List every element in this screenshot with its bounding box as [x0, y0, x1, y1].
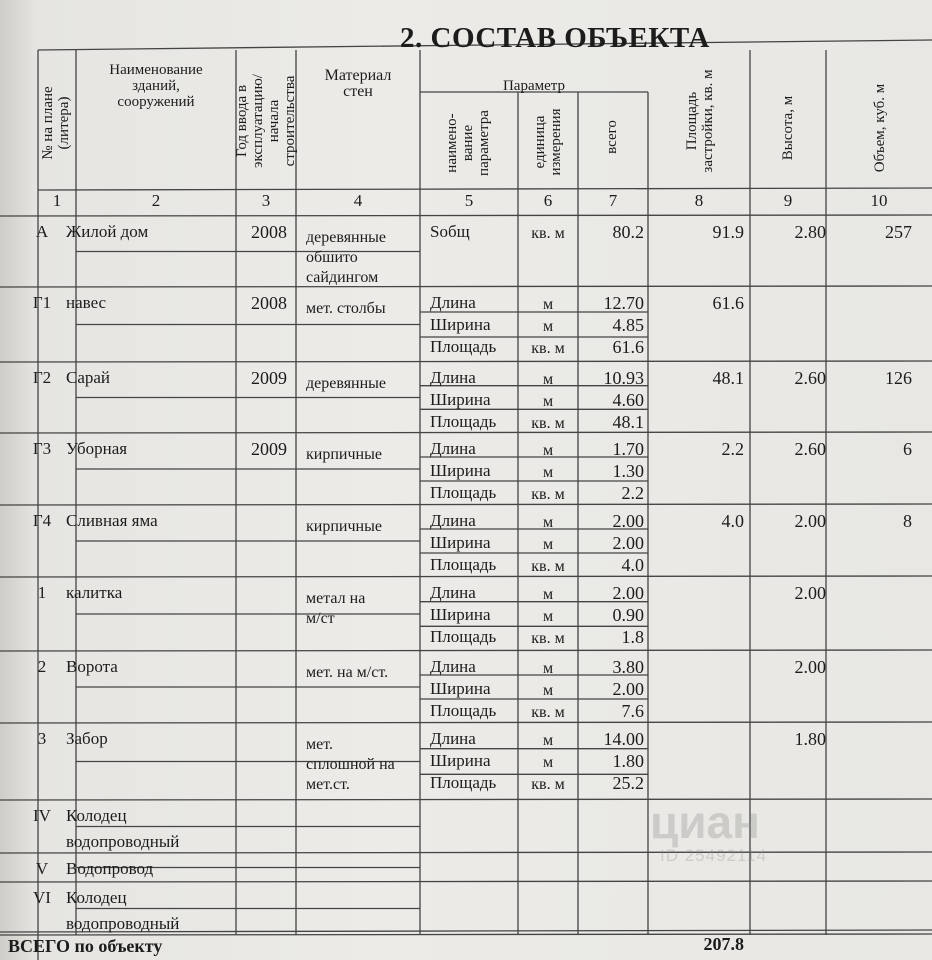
param-unit: кв. м	[531, 486, 565, 503]
param-value: 14.00	[603, 729, 644, 749]
param-unit: м	[542, 586, 554, 603]
param-name: Длина	[430, 293, 476, 312]
param-name: Sобщ	[430, 222, 470, 241]
param-name: Ширина	[430, 751, 491, 770]
plan-letter: VI	[33, 888, 51, 907]
height-value: 2.60	[794, 439, 826, 459]
height-value: 2.60	[794, 368, 826, 388]
object-name: водопроводный	[66, 832, 180, 851]
param-name: Длина	[430, 583, 476, 602]
param-unit: м	[542, 536, 554, 553]
param-value: 10.93	[603, 368, 644, 388]
header-total	[604, 98, 620, 176]
header-material-line: Материал	[324, 67, 392, 84]
param-value: 1.70	[612, 439, 644, 459]
param-value: 1.80	[612, 751, 644, 771]
param-name: Площадь	[430, 627, 497, 646]
header-built-area-line: Площадь	[684, 91, 700, 151]
row-line	[0, 852, 932, 853]
param-value: 4.60	[612, 390, 644, 410]
header-material	[296, 68, 420, 100]
param-unit: м	[542, 442, 554, 459]
row-line	[0, 799, 932, 800]
header-volume-line: Объем, куб. м	[872, 83, 888, 173]
param-name: Площадь	[430, 555, 497, 574]
header-name-line: сооружений	[117, 94, 195, 110]
column-number: 7	[608, 191, 618, 210]
material-value: мет. на м/ст.	[306, 664, 389, 681]
object-name: Колодец	[66, 888, 127, 907]
height-value: 2.00	[794, 657, 826, 677]
object-name: Колодец	[66, 806, 127, 825]
param-unit: м	[542, 754, 554, 771]
header-unit-line: единица	[532, 115, 548, 169]
watermark-id: ID 25492114	[660, 846, 768, 865]
param-unit: м	[542, 660, 554, 677]
object-name: калитка	[66, 583, 123, 602]
built-area-value: 4.0	[721, 511, 744, 531]
row-line	[0, 361, 932, 362]
material-value: мет. столбы	[306, 300, 386, 317]
param-name: Длина	[430, 439, 476, 458]
param-unit: м	[542, 371, 554, 388]
plan-letter: IV	[33, 806, 51, 825]
param-value: 61.6	[612, 337, 644, 357]
built-area-value: 48.1	[712, 368, 744, 388]
object-name: Ворота	[66, 657, 118, 676]
material-value: мет.	[306, 736, 334, 753]
header-year-line: начала	[266, 99, 282, 143]
param-name: Ширина	[430, 679, 491, 698]
cian-watermark	[650, 795, 760, 849]
material-value: кирпичные	[306, 446, 382, 463]
header-year-line: строительства	[282, 75, 298, 167]
param-unit: кв. м	[531, 340, 565, 357]
built-area-value: 61.6	[712, 293, 744, 313]
header-built-area	[684, 56, 716, 186]
param-value: 2.00	[612, 511, 644, 531]
row-line	[0, 432, 932, 433]
param-name: Ширина	[430, 461, 491, 480]
volume-value: 257	[885, 222, 912, 242]
volume-value: 8	[903, 511, 912, 531]
header-height	[780, 70, 796, 186]
plan-letter: Г2	[32, 368, 52, 387]
param-value: 2.00	[612, 679, 644, 699]
plan-letter: V	[35, 859, 49, 878]
param-value: 12.70	[603, 293, 644, 313]
year-value: 2008	[251, 222, 287, 242]
param-name: Площадь	[430, 483, 497, 502]
header-height-line: Высота, м	[780, 95, 796, 161]
header-built-area-line: застройки, кв. м	[700, 69, 716, 173]
column-number: 10	[870, 191, 888, 210]
built-area-value: 2.2	[721, 439, 744, 459]
param-value: 0.90	[612, 605, 644, 625]
material-value: деревянные	[306, 375, 387, 392]
param-unit: кв. м	[531, 558, 565, 575]
param-value: 48.1	[612, 412, 644, 432]
row-line	[0, 576, 932, 577]
param-value: 1.30	[612, 461, 644, 481]
header-param-name-line: наимено-	[444, 113, 460, 173]
material-value: мет.ст.	[306, 776, 350, 793]
header-material-line: стен	[343, 83, 373, 100]
total-area: 207.8	[703, 934, 744, 954]
object-name: навес	[66, 293, 107, 312]
param-unit: м	[542, 514, 554, 531]
param-name: Ширина	[430, 315, 491, 334]
material-value: м/ст	[306, 610, 335, 627]
row-line	[0, 650, 932, 651]
column-number: 9	[783, 191, 793, 210]
height-value: 2.00	[794, 583, 826, 603]
object-name: Уборная	[66, 439, 128, 458]
column-number: 2	[151, 191, 161, 210]
header-param-name-line: вание	[460, 124, 476, 162]
object-name: Водопровод	[66, 859, 154, 878]
row-line	[0, 504, 932, 505]
plan-letter: А	[35, 222, 49, 241]
row-line	[0, 215, 932, 216]
row-line	[0, 286, 932, 287]
plan-letter: 1	[37, 583, 47, 602]
page-title: 2. СОСТАВ ОБЪЕКТА	[400, 22, 710, 54]
height-value: 2.80	[794, 222, 826, 242]
header-bottom-line	[38, 188, 932, 190]
material-value: сайдингом	[306, 269, 379, 286]
param-unit: кв. м	[531, 415, 565, 432]
param-unit: кв. м	[531, 776, 565, 793]
header-param-name-line: параметра	[476, 110, 492, 176]
param-name: Длина	[430, 511, 476, 530]
header-param-name	[444, 98, 492, 188]
material-value: обшито	[306, 249, 358, 266]
param-unit: м	[542, 464, 554, 481]
header-unit-line: измерения	[548, 108, 564, 176]
param-unit: кв. м	[531, 225, 565, 242]
param-value: 1.8	[621, 627, 644, 647]
param-name: Площадь	[430, 773, 497, 792]
watermark-brand: циан	[650, 796, 760, 848]
row-line	[0, 934, 932, 935]
param-value: 7.6	[621, 701, 644, 721]
header-year-line: Год ввода в	[234, 84, 250, 158]
param-unit: м	[542, 318, 554, 335]
header-year-line: эксплуатацию/	[250, 74, 266, 168]
header-name	[76, 62, 236, 110]
param-name: Длина	[430, 729, 476, 748]
param-unit: кв. м	[531, 630, 565, 647]
param-value: 4.85	[612, 315, 644, 335]
column-number: 6	[543, 191, 553, 210]
param-name: Площадь	[430, 412, 497, 431]
material-value: сплошной на	[306, 756, 395, 773]
built-area-value: 91.9	[712, 222, 744, 242]
param-unit: кв. м	[531, 704, 565, 721]
height-value: 2.00	[794, 511, 826, 531]
year-value: 2009	[251, 439, 287, 459]
header-plan-number	[40, 58, 72, 188]
object-name: Сливная яма	[66, 511, 158, 530]
plan-letter: 2	[37, 657, 47, 676]
header-year	[234, 56, 298, 186]
param-name: Площадь	[430, 701, 497, 720]
param-name: Ширина	[430, 605, 491, 624]
param-name: Длина	[430, 657, 476, 676]
header-total-line: всего	[604, 120, 620, 154]
param-name: Площадь	[430, 337, 497, 356]
header-unit	[532, 98, 564, 186]
param-unit: м	[542, 296, 554, 313]
column-number: 4	[353, 191, 363, 210]
column-number: 3	[261, 191, 271, 210]
header-name-line: Наименование	[109, 62, 203, 78]
plan-letter: Г1	[32, 293, 52, 312]
param-value: 25.2	[612, 773, 644, 793]
param-value: 2.2	[621, 483, 644, 503]
row-line	[0, 722, 932, 723]
material-value: метал на	[306, 590, 366, 607]
plan-letter: Г3	[32, 439, 52, 458]
object-name: Сарай	[66, 368, 111, 387]
plan-letter: Г4	[32, 511, 52, 530]
header-volume	[872, 70, 888, 186]
param-value: 80.2	[612, 222, 644, 242]
year-value: 2009	[251, 368, 287, 388]
param-name: Ширина	[430, 533, 491, 552]
param-unit: м	[542, 732, 554, 749]
volume-value: 126	[885, 368, 912, 388]
object-name: Забор	[66, 729, 108, 748]
param-name: Длина	[430, 368, 476, 387]
header-plan-number-line: № на плане	[40, 86, 56, 160]
param-value: 2.00	[612, 533, 644, 553]
column-number: 8	[694, 191, 704, 210]
material-value: деревянные	[306, 229, 387, 246]
total-label: ВСЕГО по объекту	[8, 936, 163, 956]
header-name-line: зданий,	[132, 78, 180, 94]
height-value: 1.80	[794, 729, 826, 749]
param-value: 4.0	[621, 555, 644, 575]
object-name: Жилой дом	[66, 222, 149, 241]
column-number: 1	[52, 191, 62, 210]
year-value: 2008	[251, 293, 287, 313]
column-number: 5	[464, 191, 474, 210]
plan-letter: 3	[37, 729, 47, 748]
volume-value: 6	[903, 439, 912, 459]
row-line	[0, 881, 932, 882]
header-plan-number-line: (литера)	[56, 96, 72, 150]
param-value: 3.80	[612, 657, 644, 677]
param-unit: м	[542, 608, 554, 625]
material-value: кирпичные	[306, 518, 382, 535]
object-name: водопроводный	[66, 914, 180, 933]
param-unit: м	[542, 393, 554, 410]
param-name: Ширина	[430, 390, 491, 409]
param-unit: м	[542, 682, 554, 699]
header-parameter: Параметр	[502, 78, 566, 94]
param-value: 2.00	[612, 583, 644, 603]
